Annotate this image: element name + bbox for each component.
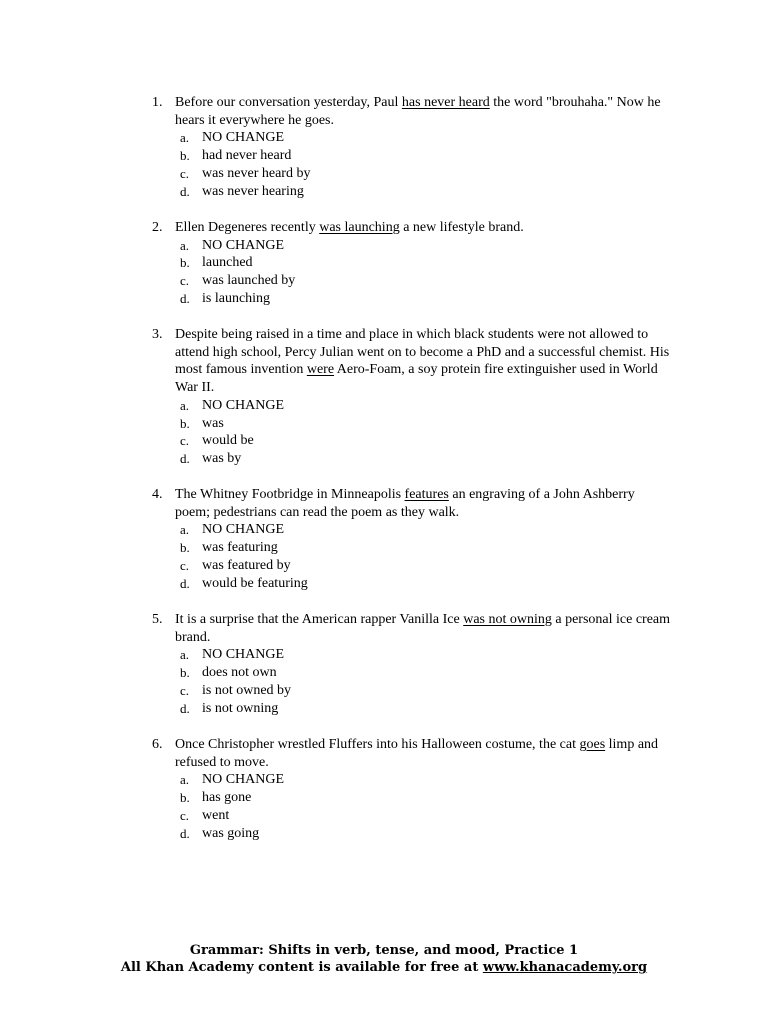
question-3 (152, 326, 672, 468)
answer-options (152, 129, 672, 200)
underlined-phrase: were (306, 362, 335, 378)
answer-option-c: c. went (180, 807, 230, 823)
answer-option-c: c. was never heard by (180, 165, 311, 181)
underlined-phrase: was not owning (463, 612, 552, 627)
answer-option-a: a. NO CHANGE (180, 522, 285, 538)
question-stem: Ellen Degeneres recently was launching a new lifestyle brand. (175, 220, 524, 235)
question-stem: The Whitney Footbridge in Minneapolis features an engraving of a John Ashberry poem; pedestrians can read the poem as they walk. (175, 487, 635, 520)
footer-credit: All Khan Academy content is available for free at www.khanacademy.org (120, 960, 648, 975)
question-1 (152, 94, 672, 200)
question-number: 5. (152, 612, 163, 627)
answer-options (152, 521, 672, 592)
answer-option-c: c. was featured by (180, 557, 291, 573)
question-5 (152, 611, 672, 717)
answer-option-d: d. would be featuring (180, 575, 308, 591)
question-stem: Despite being raised in a time and place in which black students were not allowed to attend high school, Percy Julian went on to become a PhD and a successful chemist. His most famous invention were Aero-Foam, a soy protein fire extinguisher used in World War II. (175, 327, 670, 396)
question-stem: Before our conversation yesterday, Paul has never heard the word "brouhaha." Now he hears it everywhere he goes. (175, 95, 661, 128)
answer-option-a: a. NO CHANGE (180, 772, 285, 788)
footer-title: Grammar: Shifts in verb, tense, and mood, Practice 1 (189, 943, 579, 958)
question-number: 3. (152, 327, 163, 342)
question-number: 6. (152, 737, 163, 752)
answer-option-c: c. is not owned by (180, 682, 292, 698)
question-number: 4. (152, 487, 163, 502)
answer-option-a: a. NO CHANGE (180, 130, 285, 146)
question-2 (152, 219, 672, 308)
question-number: 2. (152, 220, 163, 235)
underlined-phrase: was launching (319, 220, 400, 235)
khan-academy-link[interactable]: www.khanacademy.org (482, 960, 648, 975)
question-number: 1. (152, 95, 163, 110)
answer-option-d: d. was by (180, 450, 242, 466)
question-4 (152, 486, 672, 592)
underlined-phrase: goes (579, 737, 606, 752)
answer-option-c: c. would be (180, 433, 254, 449)
answer-option-a: a. NO CHANGE (180, 237, 285, 253)
answer-option-a: a. NO CHANGE (180, 647, 285, 663)
answer-option-b: b. has gone (180, 790, 252, 806)
question-6 (152, 736, 672, 842)
answer-options (152, 771, 672, 842)
answer-option-b: b. was (180, 415, 224, 431)
answer-option-b: b. had never heard (180, 148, 292, 164)
answer-option-a: a. NO CHANGE (180, 397, 285, 413)
answer-options (152, 237, 672, 308)
page-footer (0, 942, 768, 976)
answer-option-d: d. is not owning (180, 700, 279, 716)
answer-options (152, 397, 672, 468)
answer-option-d: d. was going (180, 825, 260, 841)
underlined-phrase: features (404, 487, 449, 502)
answer-option-b: b. launched (180, 255, 253, 271)
question-stem: Once Christopher wrestled Fluffers into his Halloween costume, the cat goes limp and refused to move. (175, 737, 659, 770)
answer-option-b: b. does not own (180, 665, 277, 681)
answer-option-b: b. was featuring (180, 540, 278, 556)
answer-options (152, 646, 672, 717)
answer-option-d: d. is launching (180, 290, 271, 306)
question-stem: It is a surprise that the American rapper Vanilla Ice was not owning a personal ice cream brand. (175, 612, 671, 645)
answer-option-d: d. was never hearing (180, 183, 304, 199)
answer-option-c: c. was launched by (180, 273, 296, 289)
underlined-phrase: has never heard (401, 95, 490, 110)
